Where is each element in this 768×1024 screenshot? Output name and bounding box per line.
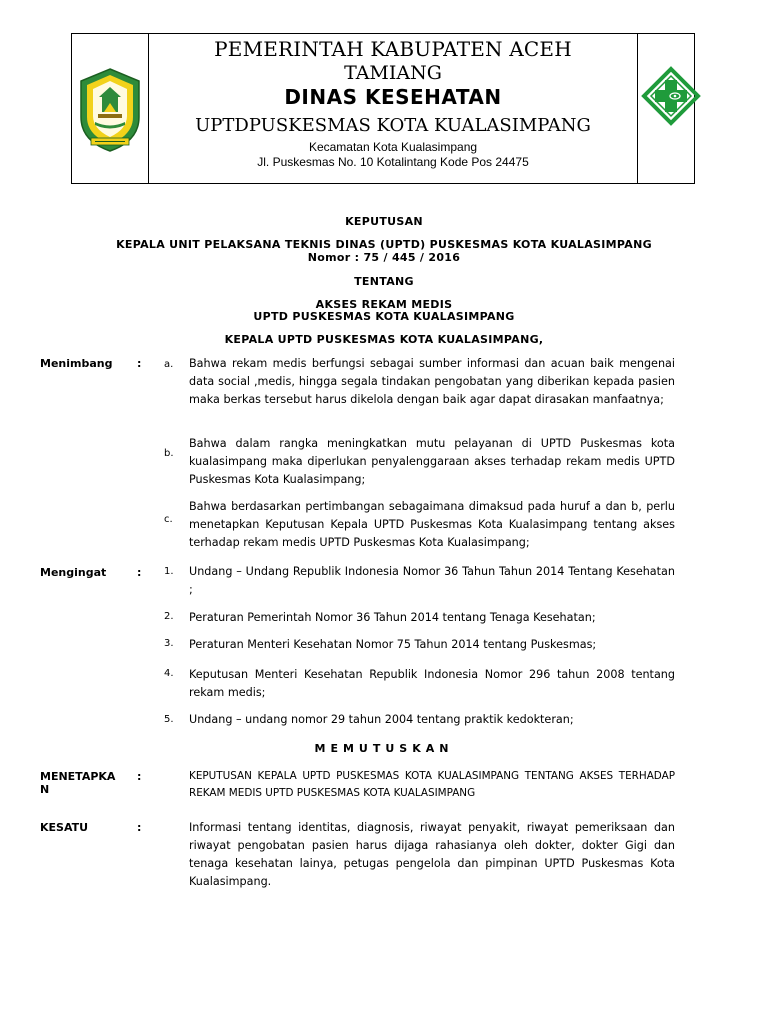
menimbang-item-a: Bahwa rekam medis berfungsi sebagai sumber informasi dan acuan baik mengenai data social ,medis, hingga segala tindakan pengobatan yang diberikan kepada pasien maka berkas tersebut harus dikelola dengan baik agar dapat dirasakan manfaatnya; xyxy=(189,357,675,406)
mengingat-item-3: Peraturan Menteri Kesehatan Nomor 75 Tahun 2014 tentang Puskesmas; xyxy=(189,638,597,651)
menimbang-item-b: Bahwa dalam rangka meningkatkan mutu pelayanan di UPTD Puskesmas kota kualasimpang maka diperlukan penyalenggaraan akses terhadap rekam medis UPTD Puskesmas Kota Kualasimpang; xyxy=(189,437,675,486)
mengingat-mark-4: 4. xyxy=(164,668,174,679)
letterhead-right-cell xyxy=(637,34,694,183)
mengingat-item-4: Keputusan Menteri Kesehatan Republik Indonesia Nomor 296 tahun 2008 tentang rekam medis; xyxy=(189,668,675,699)
menimbang-colon: : xyxy=(137,357,142,370)
menetapkan-label-line2: N xyxy=(40,783,50,796)
decree-subject-line2: UPTD PUSKESMAS KOTA KUALASIMPANG xyxy=(253,310,515,323)
decree-type: KEPUTUSAN xyxy=(345,215,423,228)
kesatu-colon: : xyxy=(137,821,142,834)
puskesmas-cross-icon xyxy=(641,66,701,126)
menimbang-mark-a: a. xyxy=(164,359,174,370)
menetapkan-label-line1: MENETAPKA xyxy=(40,770,116,783)
unit-name: UPTDPUSKESMAS KOTA KUALASIMPANG xyxy=(195,115,591,136)
menimbang-mark-c: c. xyxy=(164,514,173,525)
signer-title: KEPALA UPTD PUSKESMAS KOTA KUALASIMPANG, xyxy=(224,333,544,346)
regency-emblem-icon xyxy=(77,67,143,153)
menetapkan-text: KEPUTUSAN KEPALA UPTD PUSKESMAS KOTA KUALASIMPANG TENTANG AKSES TERHADAP REKAM MEDIS UPTD PUSKESMAS KOTA KUALASIMPANG xyxy=(189,770,675,799)
decree-subject-line1: AKSES REKAM MEDIS xyxy=(315,298,453,311)
mengingat-label: Mengingat xyxy=(40,566,107,579)
letterhead xyxy=(71,33,695,184)
mengingat-item-2: Peraturan Pemerintah Nomor 36 Tahun 2014 tentang Tenaga Kesehatan; xyxy=(189,611,596,624)
menimbang-label: Menimbang xyxy=(40,357,113,370)
memutuskan-heading: MEMUTUSKAN xyxy=(314,742,454,755)
district-line: Kecamatan Kota Kualasimpang xyxy=(308,140,478,154)
regency-name: TAMIANG xyxy=(344,62,442,84)
kesatu-label: KESATU xyxy=(40,821,89,834)
mengingat-mark-3: 3. xyxy=(164,638,174,649)
menetapkan-colon: : xyxy=(137,770,142,783)
decree-issuer: KEPALA UNIT PELAKSANA TEKNIS DINAS (UPTD) PUSKESMAS KOTA KUALASIMPANG xyxy=(116,238,652,251)
letterhead-text-cell xyxy=(149,34,637,183)
decree-number: Nomor : 75 / 445 / 2016 xyxy=(307,251,461,264)
mengingat-mark-5: 5. xyxy=(164,714,174,725)
agency-name: DINAS KESEHATAN xyxy=(284,85,502,109)
menimbang-mark-b: b. xyxy=(164,448,174,459)
mengingat-mark-2: 2. xyxy=(164,611,174,622)
address-line: Jl. Puskesmas No. 10 Kotalintang Kode Pos 24475 xyxy=(257,155,529,169)
kesatu-text: Informasi tentang identitas, diagnosis, riwayat penyakit, riwayat pemeriksaan dan riwayat pengobatan pasien harus dijaga rahasianya oleh dokter, dokter Gigi dan tenaga kesehatan lainya, petugas pengelola dan pimpinan UPTD Puskesmas Kota Kualasimpang. xyxy=(189,821,675,888)
mengingat-item-5: Undang – undang nomor 29 tahun 2004 tentang praktik kedokteran; xyxy=(189,713,574,726)
mengingat-colon: : xyxy=(137,566,142,579)
mengingat-mark-1: 1. xyxy=(164,566,174,577)
menimbang-item-c: Bahwa berdasarkan pertimbangan sebagaimana dimaksud pada huruf a dan b, perlu menetapkan Keputusan Kepala UPTD Puskesmas Kota Kualasimpang tentang akses terhadap rekam medis UPTD Puskesmas Kota Kualasimpang; xyxy=(189,500,675,549)
about-label: TENTANG xyxy=(354,275,414,288)
letterhead-left-cell xyxy=(72,34,149,183)
mengingat-item-1: Undang – Undang Republik Indonesia Nomor 36 Tahun Tahun 2014 Tentang Kesehatan ; xyxy=(189,565,675,596)
government-name: PEMERINTAH KABUPATEN ACEH xyxy=(214,37,572,61)
